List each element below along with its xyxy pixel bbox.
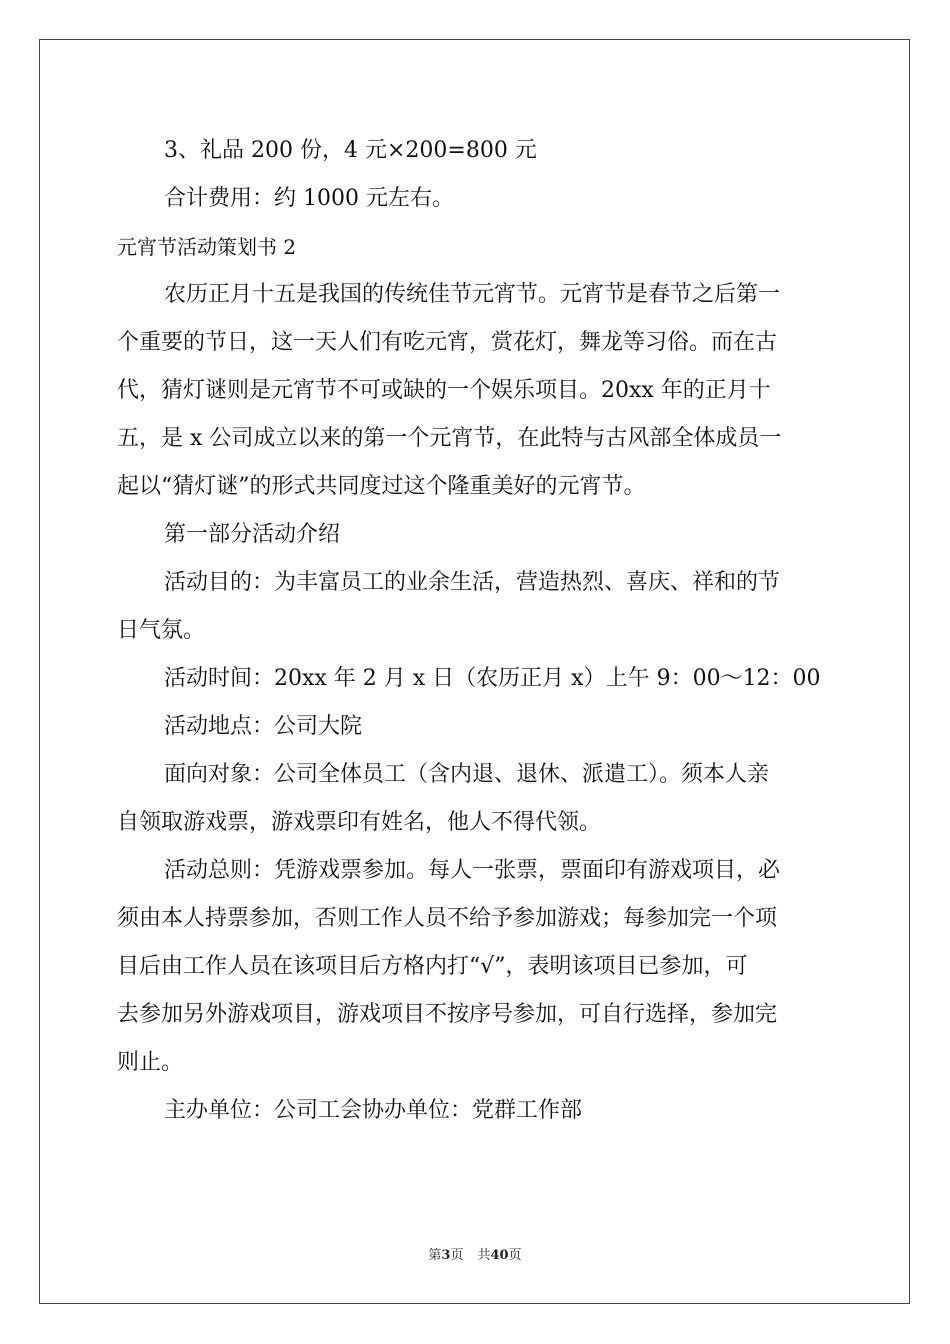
paragraph-line: 日气氛。: [117, 618, 206, 643]
paragraph-line: 自领取游戏票，游戏票印有姓名，他人不得代领。: [117, 810, 602, 835]
footer-total-prefix: 共: [477, 1248, 491, 1263]
footer-total-suffix: 页: [508, 1248, 522, 1263]
paragraph-line: 去参加另外游戏项目，游戏项目不按序号参加，可自行选择，参加完: [117, 1002, 778, 1027]
document-body: [117, 127, 835, 1135]
paragraph-line: 活动目的：为丰富员工的业余生活，营造热烈、喜庆、祥和的节: [164, 570, 781, 595]
footer-page-number: 3: [441, 1248, 451, 1263]
paragraph-line: 农历正月十五是我国的传统佳节元宵节。元宵节是春节之后第一: [164, 282, 781, 307]
paragraph-line: 个重要的节日，这一天人们有吃元宵，赏花灯，舞龙等习俗。而在古: [117, 330, 778, 355]
subsection-title: 第一部分活动介绍: [164, 522, 341, 547]
paragraph-line: 代，猜灯谜则是元宵节不可或缺的一个娱乐项目。20xx 年的正月十: [117, 378, 771, 403]
paragraph-line: 活动总则：凭游戏票参加。每人一张票，票面印有游戏项目，必: [164, 858, 781, 883]
paragraph-line: 五，是 x 公司成立以来的第一个元宵节，在此特与古风部全体成员一: [117, 426, 782, 451]
footer-page-prefix: 第: [428, 1248, 442, 1263]
paragraph-line: 须由本人持票参加，否则工作人员不给予参加游戏；每参加完一个项: [117, 906, 778, 931]
paragraph-line: 则止。: [117, 1050, 184, 1075]
paragraph-line: 起以“猜灯谜”的形式共同度过这个隆重美好的元宵节。: [117, 474, 646, 499]
text-line: 合计费用：约 1000 元左右。: [164, 186, 454, 211]
paragraph-line: 主办单位：公司工会协办单位：党群工作部: [164, 1098, 583, 1123]
paragraph-line: 面向对象：公司全体员工（含内退、退休、派遣工）。须本人亲: [164, 762, 770, 787]
text-line: 3、礼品 200 份，4 元×200=800 元: [164, 138, 537, 163]
paragraph-line: 目后由工作人员在该项目后方格内打“√”，表明该项目已参加，可: [117, 954, 748, 979]
section-title: 元宵节活动策划书 2: [117, 235, 297, 259]
footer-total-number: 40: [490, 1248, 509, 1263]
paragraph-line: 活动时间：20xx 年 2 月 x 日（农历正月 x）上午 9：00～12：00: [164, 666, 821, 691]
paragraph-line: 活动地点：公司大院: [164, 714, 363, 739]
page-footer: [0, 1246, 950, 1266]
footer-page-suffix: 页: [450, 1248, 464, 1263]
